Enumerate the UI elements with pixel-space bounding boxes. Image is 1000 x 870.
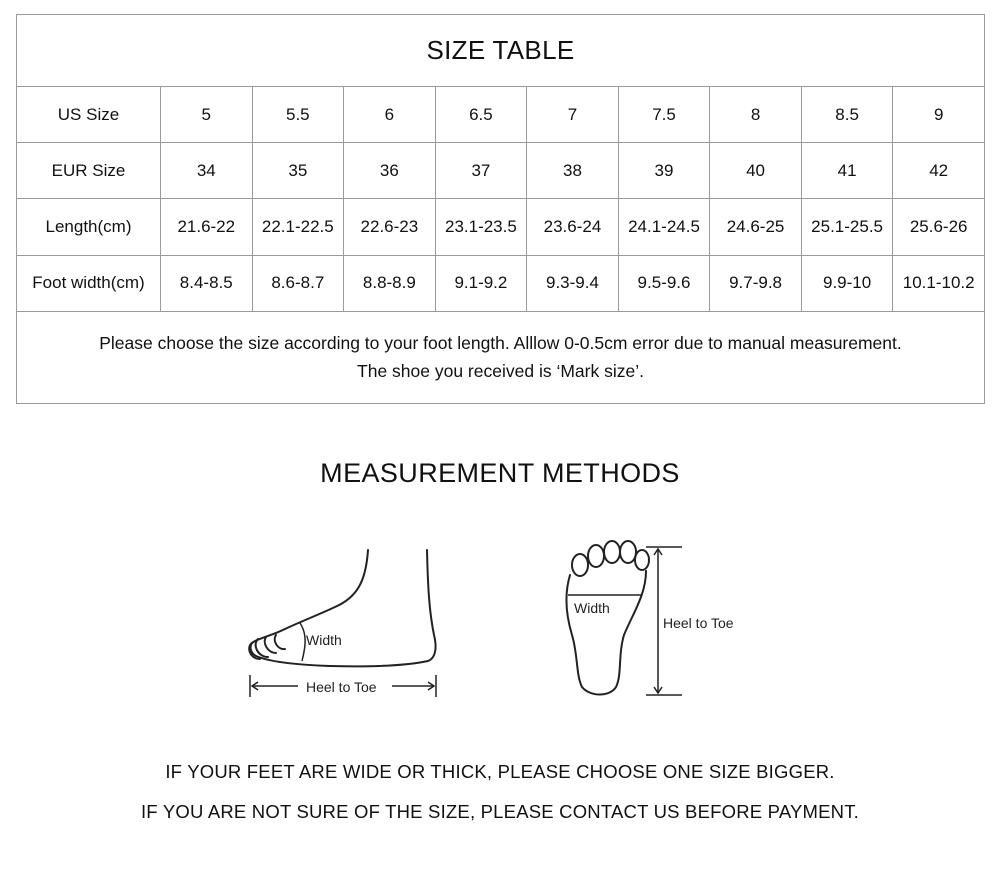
notice-contact-us: IF YOU ARE NOT SURE OF THE SIZE, PLEASE CONTACT US BEFORE PAYMENT. — [140, 801, 860, 822]
table-cell: 8.5 — [801, 87, 893, 143]
table-cell: 38 — [527, 143, 619, 199]
table-cell: 23.1-23.5 — [435, 199, 527, 255]
table-cell: 8.8-8.9 — [344, 255, 436, 311]
size-table-title: SIZE TABLE — [17, 15, 985, 87]
table-cell: 25.6-26 — [893, 199, 985, 255]
table-cell: 9.3-9.4 — [527, 255, 619, 311]
size-note-line-2: The shoe you received is ‘Mark size’. — [357, 361, 644, 382]
side-width-label: Width — [306, 632, 342, 648]
top-view-foot-illustration — [550, 535, 770, 710]
table-cell: 5.5 — [252, 87, 344, 143]
table-cell: 6.5 — [435, 87, 527, 143]
size-note-line-1: Please choose the size according to your foot length. Alllow 0-0.5cm error due to manual measurement. — [99, 333, 902, 354]
row-label: US Size — [17, 87, 161, 143]
table-cell: 8 — [710, 87, 802, 143]
table-cell: 6 — [344, 87, 436, 143]
top-width-label: Width — [574, 600, 610, 616]
note-row — [17, 311, 985, 403]
top-length-label: Heel to Toe — [663, 615, 734, 631]
table-cell: 10.1-10.2 — [893, 255, 985, 311]
foot-top-outline — [566, 541, 649, 695]
table-cell: 9.7-9.8 — [710, 255, 802, 311]
foot-width-row — [17, 255, 985, 311]
table-cell: 21.6-22 — [161, 199, 253, 255]
notice-wide-feet: IF YOUR FEET ARE WIDE OR THICK, PLEASE CHOOSE ONE SIZE BIGGER. — [165, 761, 835, 782]
table-cell: 8.4-8.5 — [161, 255, 253, 311]
table-cell: 36 — [344, 143, 436, 199]
table-cell: 9.1-9.2 — [435, 255, 527, 311]
table-cell: 40 — [710, 143, 802, 199]
table-cell: 5 — [161, 87, 253, 143]
size-table-title-row — [17, 15, 985, 87]
row-label: Length(cm) — [17, 199, 161, 255]
table-cell: 22.1-22.5 — [252, 199, 344, 255]
eur-size-row — [17, 143, 985, 199]
table-cell: 8.6-8.7 — [252, 255, 344, 311]
table-cell: 7 — [527, 87, 619, 143]
side-width-curve — [300, 623, 305, 661]
table-cell: 24.6-25 — [710, 199, 802, 255]
table-cell: 24.1-24.5 — [618, 199, 710, 255]
table-cell: 9.5-9.6 — [618, 255, 710, 311]
table-cell: 22.6-23 — [344, 199, 436, 255]
table-cell: 25.1-25.5 — [801, 199, 893, 255]
table-cell: 9.9-10 — [801, 255, 893, 311]
side-length-label: Heel to Toe — [306, 679, 377, 695]
table-cell: 41 — [801, 143, 893, 199]
table-cell: 23.6-24 — [527, 199, 619, 255]
table-cell: 35 — [252, 143, 344, 199]
row-label: EUR Size — [17, 143, 161, 199]
row-label: Foot width(cm) — [17, 255, 161, 311]
table-cell: 9 — [893, 87, 985, 143]
size-note — [17, 311, 985, 403]
us-size-row — [17, 87, 985, 143]
measurement-methods-title: MEASUREMENT METHODS — [320, 458, 680, 488]
table-cell: 39 — [618, 143, 710, 199]
table-cell: 37 — [435, 143, 527, 199]
table-cell: 42 — [893, 143, 985, 199]
size-table — [16, 14, 985, 404]
length-row — [17, 199, 985, 255]
table-cell: 34 — [161, 143, 253, 199]
foot-side-outline — [249, 550, 435, 666]
side-view-foot-illustration — [230, 535, 460, 710]
table-cell: 7.5 — [618, 87, 710, 143]
